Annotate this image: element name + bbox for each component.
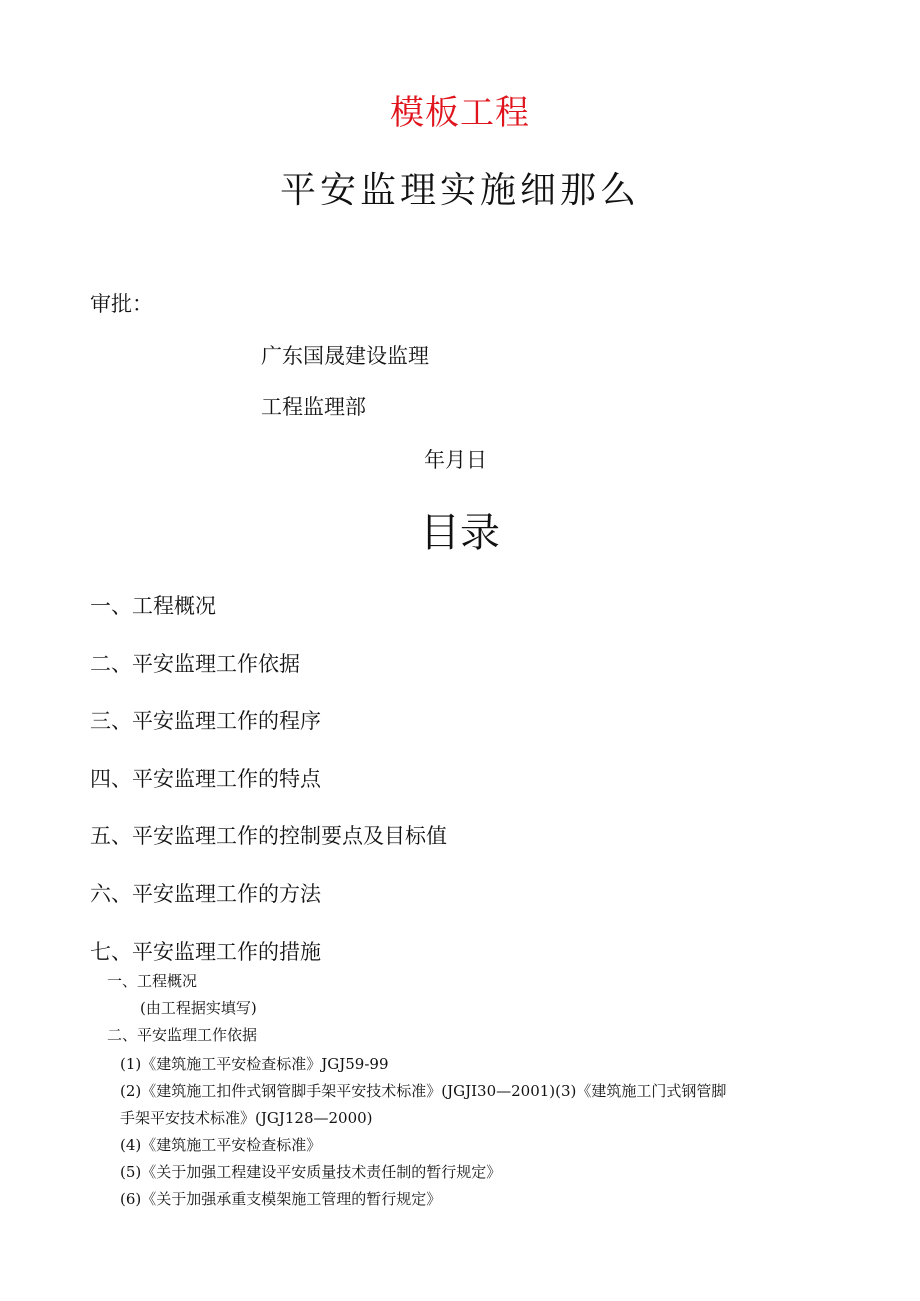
reference-item: (4)《建筑施工平安检查标准》 xyxy=(120,1136,322,1154)
section-1-text: (由工程据实填写) xyxy=(140,999,257,1017)
toc-item: 二、平安监理工作依据 xyxy=(90,651,300,676)
document-title-red: 模板工程 xyxy=(390,93,530,133)
section-1-heading: 一、工程概况 xyxy=(107,972,198,990)
toc-item: 五、平安监理工作的控制要点及目标值 xyxy=(90,824,447,849)
reference-item: (1)《建筑施工平安检查标准》JGJ59-99 xyxy=(120,1055,389,1073)
reference-list xyxy=(120,1055,820,1217)
toc-item: 四、平安监理工作的特点 xyxy=(90,766,321,791)
reference-item: (5)《关于加强工程建设平安质量技术责任制的暂行规定》 xyxy=(120,1163,502,1181)
approval-label: 审批： xyxy=(90,292,153,316)
toc-item: 七、平安监理工作的措施 xyxy=(90,939,321,964)
reference-item: (2)《建筑施工扣件式钢管脚手架平安技术标准》(JGJI30—2001)(3)《建筑施工门式钢管脚 xyxy=(120,1082,727,1100)
table-of-contents xyxy=(90,594,447,997)
reference-item-continuation: 手架平安技术标准》(JGJ128—2000) xyxy=(120,1109,373,1127)
toc-item: 一、工程概况 xyxy=(90,594,216,618)
document-title-main: 平安监理实施细那么 xyxy=(279,170,640,211)
department-name: 工程监理部 xyxy=(261,395,366,419)
toc-title: 目录 xyxy=(420,510,500,556)
section-2-heading: 二、平安监理工作依据 xyxy=(107,1026,258,1044)
organization-name: 广东国晟建设监理 xyxy=(261,344,429,368)
date-line: 年月日 xyxy=(424,448,487,472)
toc-item: 三、平安监理工作的程序 xyxy=(90,709,321,734)
reference-item: (6)《关于加强承重支模架施工管理的暂行规定》 xyxy=(120,1190,442,1208)
toc-item: 六、平安监理工作的方法 xyxy=(90,881,321,906)
